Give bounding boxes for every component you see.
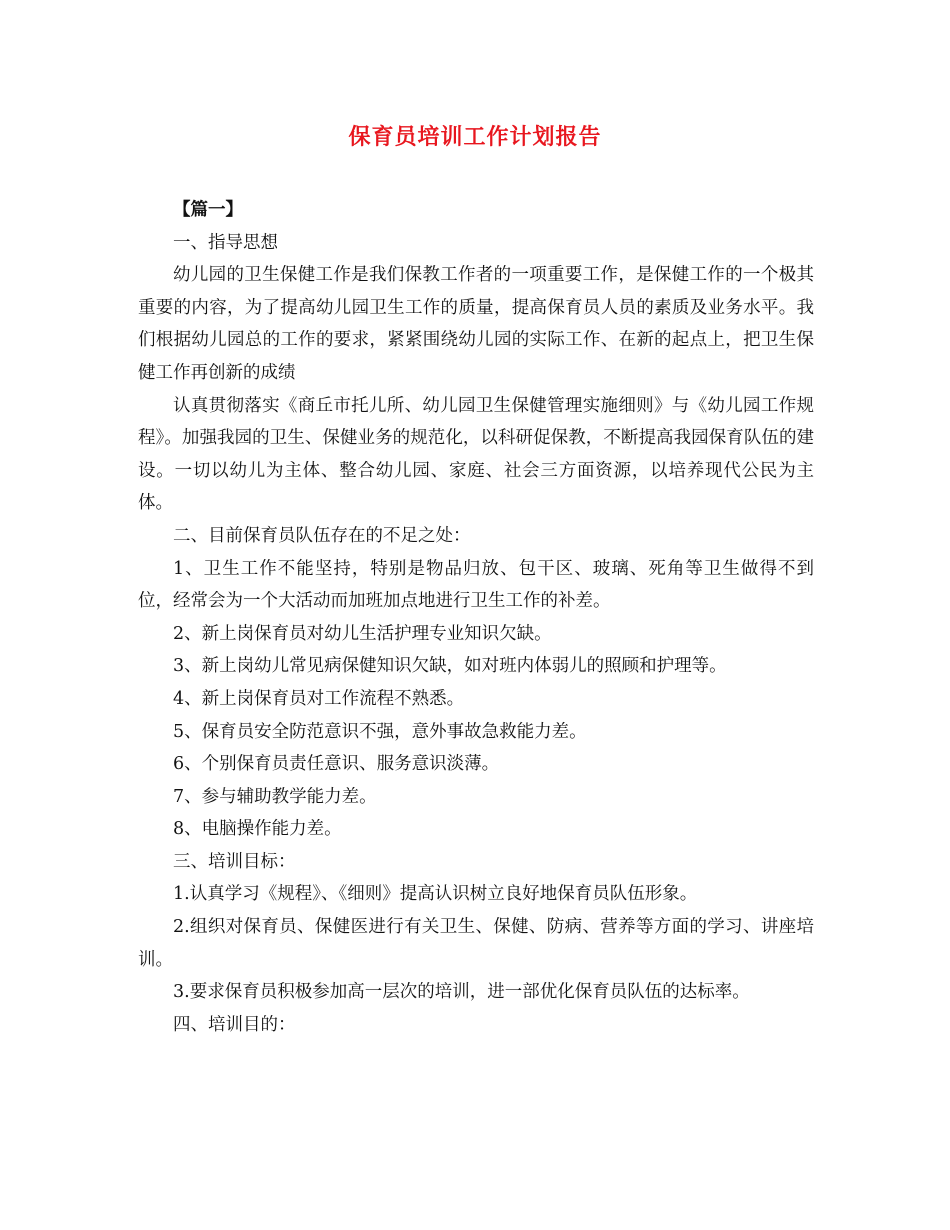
list-item: 7、参与辅助教学能力差。 [173,786,377,807]
section-heading-training-goals: 三、培训目标： [173,851,296,872]
paragraph: 幼儿园的卫生保健工作是我们保教工作者的一项重要工作，是保健工作的一个极其重要的内容，为了提高幼儿园卫生工作的质量，提高保育员人员的素质及业务水平。我们根据幼儿园总的工作的要求，紧紧围绕幼儿园的实际工作、在新的起点上，把卫生保健工作再创新的成绩 [138,265,814,383]
list-item: 3、新上岗幼儿常见病保健知识欠缺，如对班内体弱儿的照顾和护理等。 [173,656,727,677]
list-item: 2.组织对保育员、保健医进行有关卫生、保健、防病、营养等方面的学习、讲座培训。 [138,917,814,970]
list-item: 6、个别保育员责任意识、服务意识淡薄。 [173,754,500,775]
list-item: 3.要求保育员积极参加高一层次的培训，进一部优化保育员队伍的达标率。 [173,982,750,1003]
document-body [138,194,814,1041]
list-item: 2、新上岗保育员对幼儿生活护理专业知识欠缺。 [173,623,552,644]
paragraph: 认真贯彻落实《商丘市托儿所、幼儿园卫生保健管理实施细则》与《幼儿园工作规程》。加强我园的卫生、保健业务的规范化，以科研促保教，不断提高我园保育队伍的建设。一切以幼儿为主体、整合幼儿园、家庭、社会三方面资源，以培养现代公民为主体。 [138,395,814,514]
section-heading-training-purpose: 四、培训目的： [173,1014,296,1035]
list-item: 8、电脑操作能力差。 [173,819,342,840]
section-heading-guiding-ideology: 一、指导思想 [173,232,278,253]
section-heading-part-one: 【篇一】 [173,200,243,220]
section-heading-shortcomings: 二、目前保育员队伍存在的不足之处： [173,525,471,546]
list-item: 5、保育员安全防范意识不强，意外事故急救能力差。 [173,721,587,742]
document-title: 保育员培训工作计划报告 [348,124,602,150]
list-item: 1、卫生工作不能坚持，特别是物品归放、包干区、玻璃、死角等卫生做得不到位，经常会为一个大活动而加班加点地进行卫生工作的补差。 [138,558,814,612]
list-item: 4、新上岗保育员对工作流程不熟悉。 [173,688,465,709]
list-item: 1.认真学习《规程》、《细则》提高认识树立良好地保育员队伍形象。 [173,884,698,905]
